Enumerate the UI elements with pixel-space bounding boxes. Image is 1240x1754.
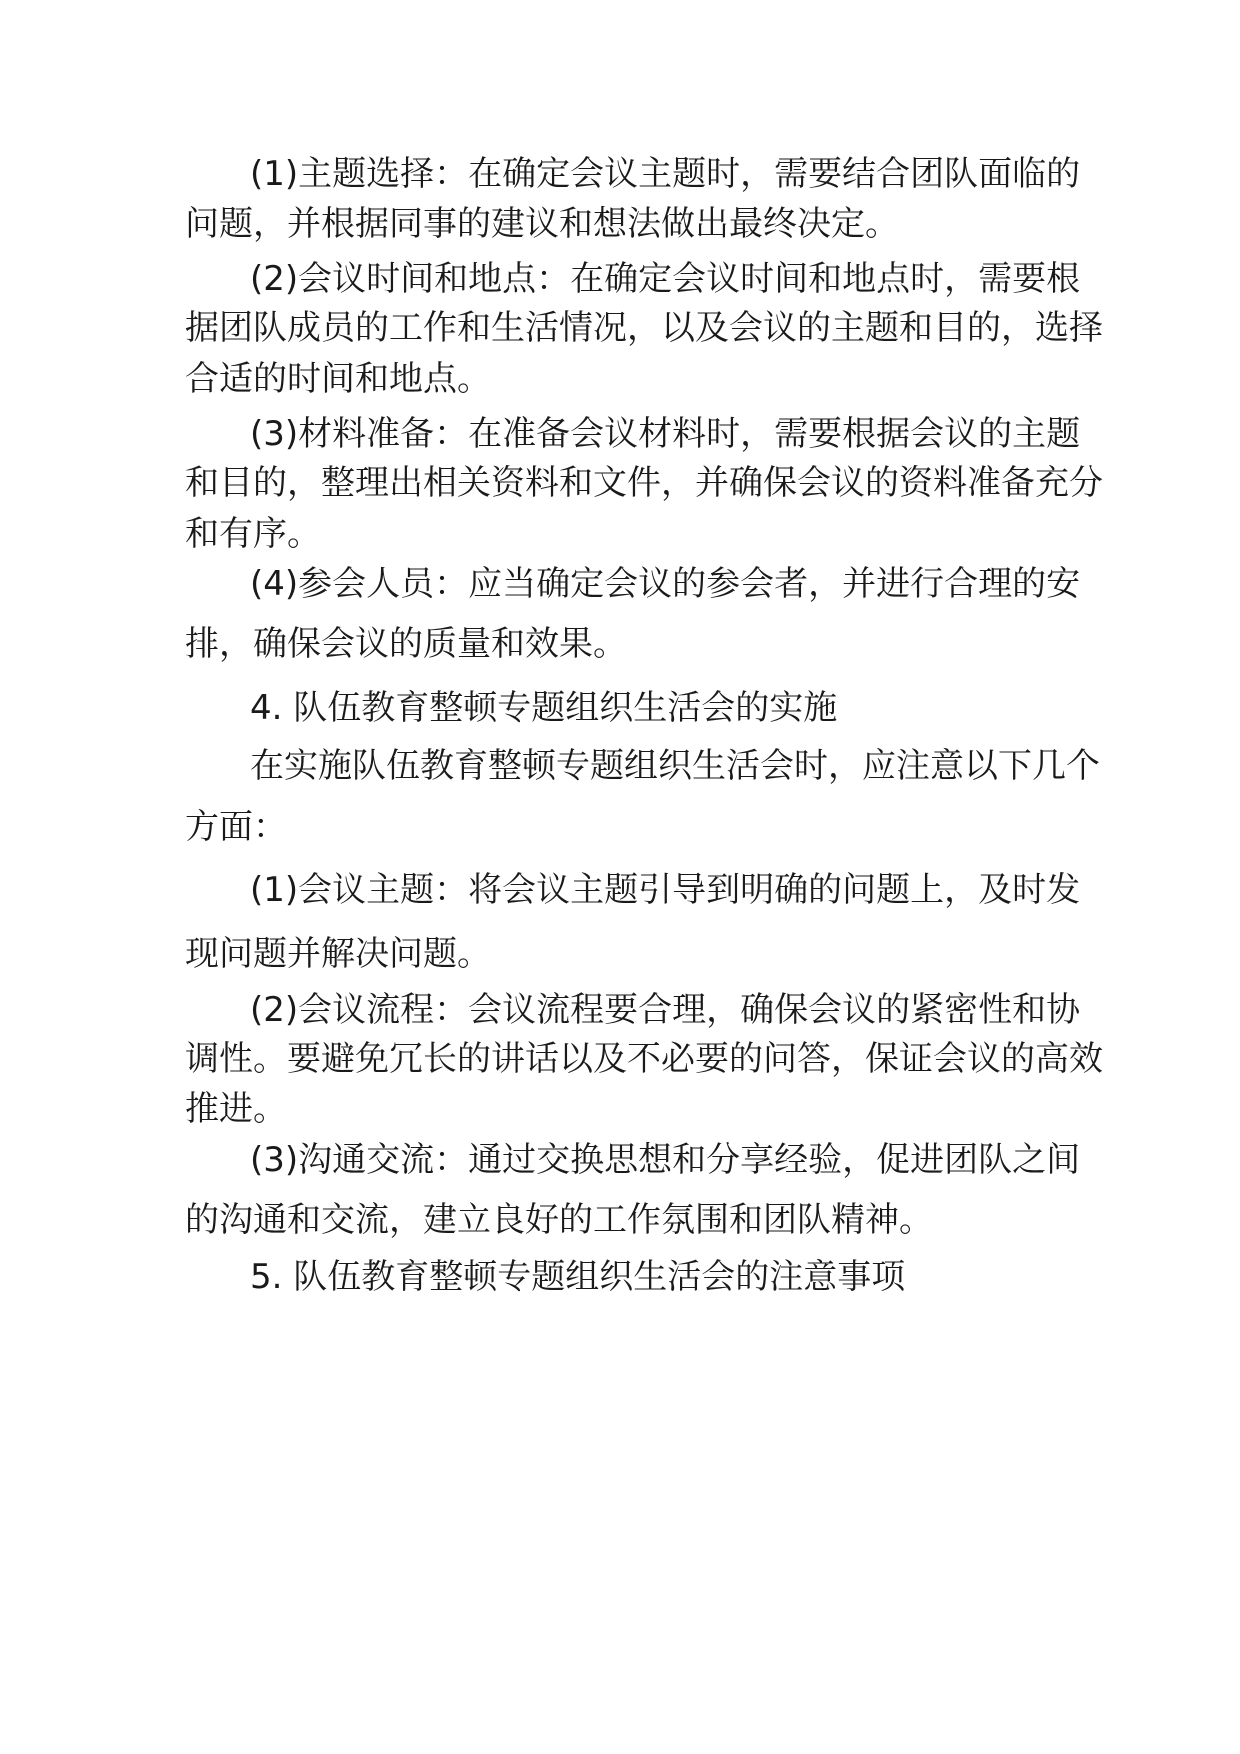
paragraph-1-line-1: (1)主题选择：在确定会议主题时，需要结合团队面临的 xyxy=(250,154,1081,194)
paragraph-7-line-3: 推进。 xyxy=(185,1089,287,1129)
paragraph-7-line-1: (2)会议流程：会议流程要合理，确保会议的紧密性和协 xyxy=(250,990,1081,1030)
paragraph-3-line-2: 和目的，整理出相关资料和文件，并确保会议的资料准备充分 xyxy=(185,463,1103,503)
paragraph-5-line-2: 方面： xyxy=(185,807,287,847)
paragraph-3-line-1: (3)材料准备：在准备会议材料时，需要根据会议的主题 xyxy=(250,414,1081,454)
paragraph-6-line-2: 现问题并解决问题。 xyxy=(185,934,491,974)
paragraph-4-line-1: (4)参会人员：应当确定会议的参会者，并进行合理的安 xyxy=(250,564,1081,604)
paragraph-2-line-3: 合适的时间和地点。 xyxy=(185,359,491,399)
paragraph-2-line-2: 据团队成员的工作和生活情况，以及会议的主题和目的，选择 xyxy=(185,308,1103,348)
paragraph-6-line-1: (1)会议主题：将会议主题引导到明确的问题上，及时发 xyxy=(250,870,1081,910)
paragraph-2-line-1: (2)会议时间和地点：在确定会议时间和地点时，需要根 xyxy=(250,259,1081,299)
section-heading-4: 4. 队伍教育整顿专题组织生活会的实施 xyxy=(250,688,838,728)
paragraph-3-line-3: 和有序。 xyxy=(185,514,321,554)
paragraph-4-line-2: 排，确保会议的质量和效果。 xyxy=(185,624,627,664)
paragraph-5-line-1: 在实施队伍教育整顿专题组织生活会时，应注意以下几个 xyxy=(250,746,1100,786)
paragraph-1-line-2: 问题，并根据同事的建议和想法做出最终决定。 xyxy=(185,204,899,244)
paragraph-7-line-2: 调性。要避免冗长的讲话以及不必要的问答，保证会议的高效 xyxy=(185,1039,1103,1079)
paragraph-8-line-2: 的沟通和交流，建立良好的工作氛围和团队精神。 xyxy=(185,1200,933,1240)
section-heading-5: 5. 队伍教育整顿专题组织生活会的注意事项 xyxy=(250,1257,906,1297)
paragraph-8-line-1: (3)沟通交流：通过交换思想和分享经验，促进团队之间 xyxy=(250,1140,1081,1180)
